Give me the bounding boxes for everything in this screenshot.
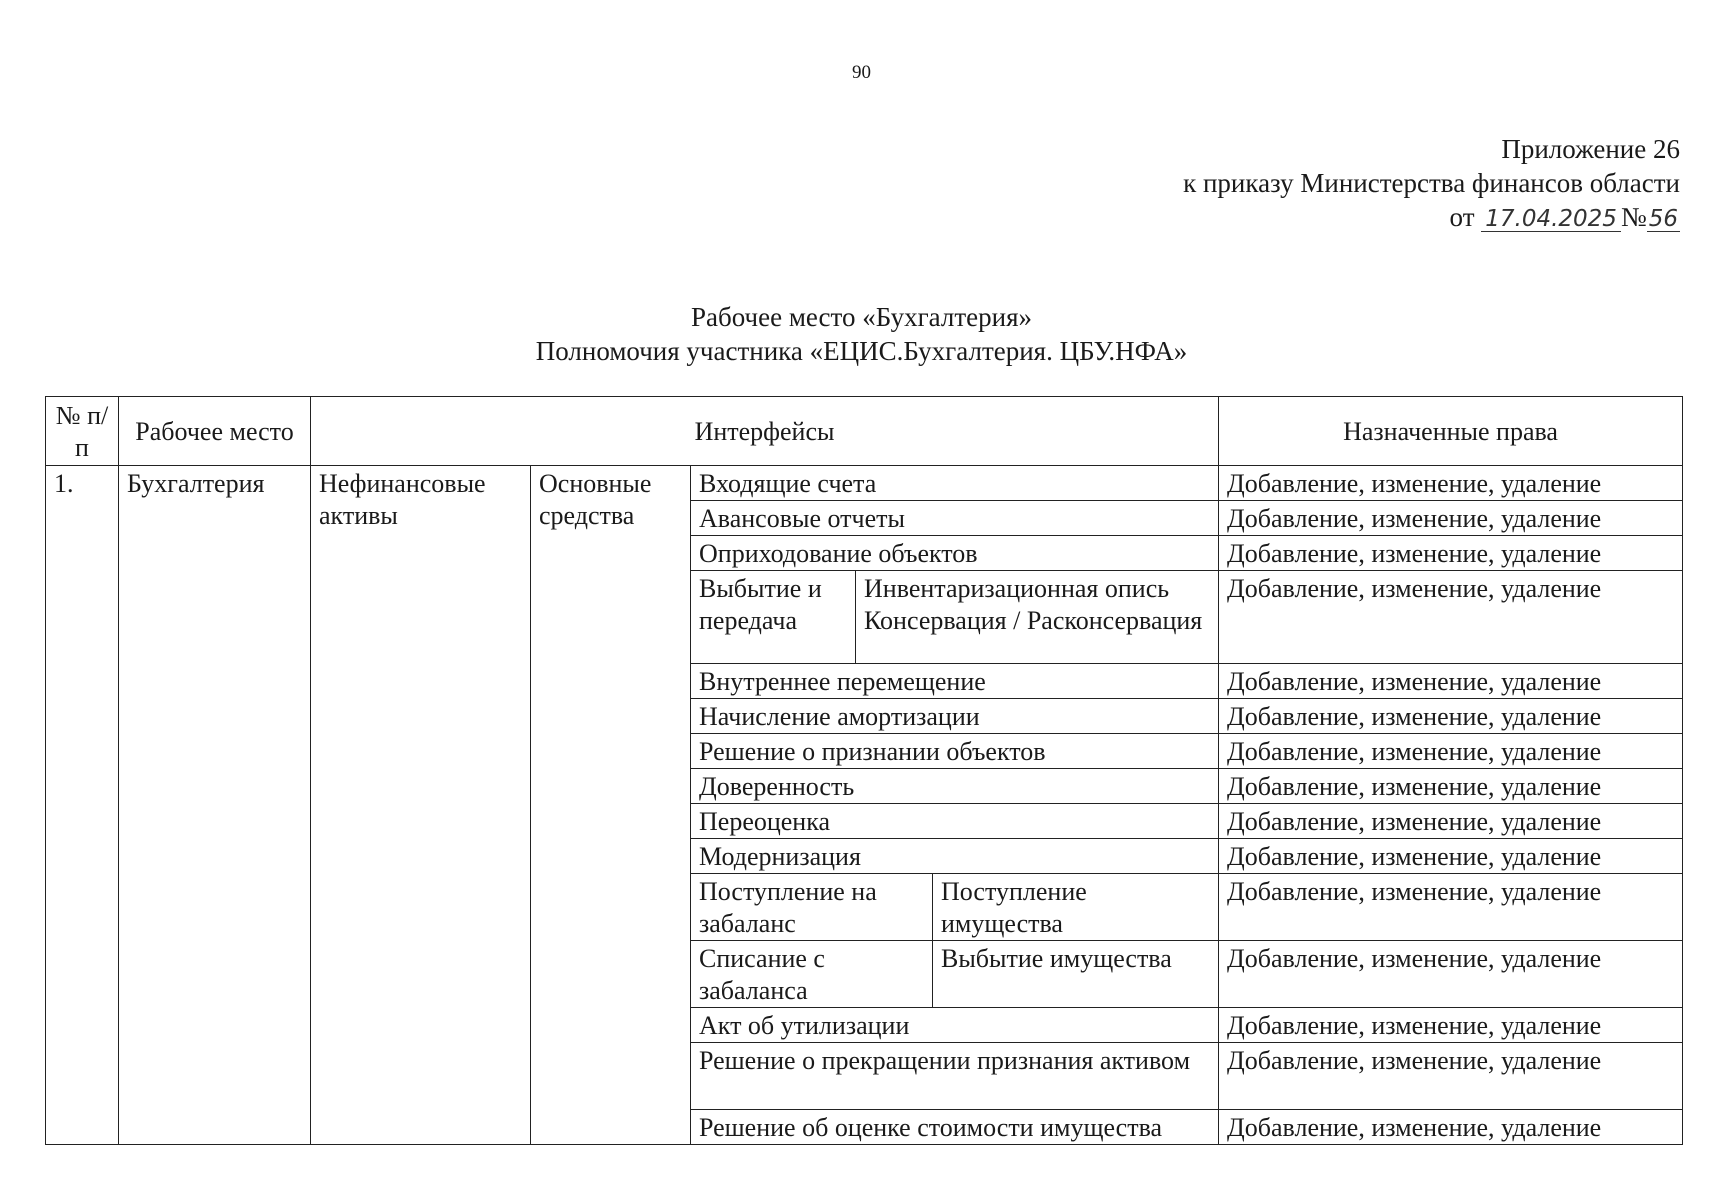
interface-cell: Оприходование объектов <box>691 536 1219 571</box>
rights-cell: Добавление, изменение, удаление <box>1219 699 1683 734</box>
rights-cell: Добавление, изменение, удаление <box>1219 664 1683 699</box>
appendix-order: к приказу Министерства финансов области <box>1183 168 1680 198</box>
interface-cell: Выбытие и передача <box>691 571 856 664</box>
interface-cell: Решение о прекращении признания активом <box>691 1043 1219 1110</box>
table-row <box>46 466 1683 501</box>
rights-cell: Добавление, изменение, удаление <box>1219 804 1683 839</box>
interface-cell: Модернизация <box>691 839 1219 874</box>
title-line-1: Рабочее место «Бухгалтерия» <box>690 302 1032 332</box>
interface-cell: Переоценка <box>691 804 1219 839</box>
rights-cell: Добавление, изменение, удаление <box>1219 536 1683 571</box>
interface-subcell: Инвентаризационная опись Консервация / Расконсервация <box>856 571 1219 664</box>
interface-cell: Поступление на забаланс <box>691 874 933 941</box>
interface-cell: Решение о признании объектов <box>691 734 1219 769</box>
rights-cell: Добавление, изменение, удаление <box>1219 571 1683 664</box>
interface-cell: Акт об утилизации <box>691 1008 1219 1043</box>
interface-cell: Авансовые отчеты <box>691 501 1219 536</box>
rights-cell: Добавление, изменение, удаление <box>1219 839 1683 874</box>
workplace-cell: Бухгалтерия <box>119 466 311 1145</box>
rights-cell: Добавление, изменение, удаление <box>1219 734 1683 769</box>
interface-cell: Внутреннее перемещение <box>691 664 1219 699</box>
interface-level-2: Основные средства <box>531 466 691 1145</box>
interface-cell: Входящие счета <box>691 466 1219 501</box>
handwritten-date: 17.04.2025 <box>1481 207 1621 232</box>
header-interfaces: Интерфейсы <box>311 397 1219 466</box>
interface-level-1: Нефинансовые активы <box>311 466 531 1145</box>
header-workplace: Рабочее место <box>119 397 311 466</box>
number-prefix: № <box>1620 202 1647 232</box>
interface-subcell: Выбытие имущества <box>933 941 1219 1008</box>
title-line-2: Полномочия участника «ЕЦИС.Бухгалтерия. ЦБУ.НФА» <box>535 336 1188 366</box>
header-num: № п/п <box>46 397 119 466</box>
rights-cell: Добавление, изменение, удаление <box>1219 769 1683 804</box>
permissions-table <box>45 396 1683 1145</box>
appendix-date-line <box>1183 200 1680 234</box>
rights-cell: Добавление, изменение, удаление <box>1219 501 1683 536</box>
rights-cell: Добавление, изменение, удаление <box>1219 1043 1683 1110</box>
page-number: 90 <box>852 62 871 83</box>
interface-subcell: Поступление имущества <box>933 874 1219 941</box>
document-title <box>0 300 1723 368</box>
date-prefix: от <box>1449 202 1475 232</box>
rights-cell: Добавление, изменение, удаление <box>1219 941 1683 1008</box>
interface-cell: Списание с забаланса <box>691 941 933 1008</box>
rights-cell: Добавление, изменение, удаление <box>1219 874 1683 941</box>
interface-cell: Начисление амортизации <box>691 699 1219 734</box>
row-number: 1. <box>46 466 119 1145</box>
interface-cell: Доверенность <box>691 769 1219 804</box>
appendix-title: Приложение 26 <box>1501 134 1680 164</box>
rights-cell: Добавление, изменение, удаление <box>1219 1008 1683 1043</box>
header-rights: Назначенные права <box>1219 397 1683 466</box>
interface-cell: Решение об оценке стоимости имущества <box>691 1110 1219 1145</box>
table-header-row <box>46 397 1683 466</box>
appendix-block <box>1183 132 1680 234</box>
rights-cell: Добавление, изменение, удаление <box>1219 466 1683 501</box>
rights-cell: Добавление, изменение, удаление <box>1219 1110 1683 1145</box>
handwritten-number: 56 <box>1648 206 1678 232</box>
